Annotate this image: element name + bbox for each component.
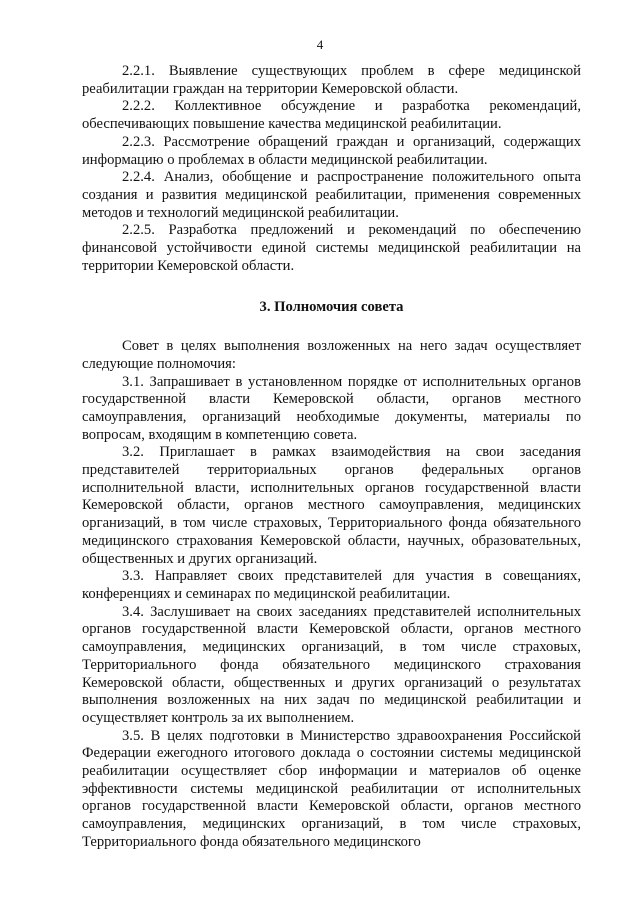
paragraph-3-2: 3.2. Приглашает в рамках взаимодействия на свои заседания представителей территориальных органов федеральных органов исполнительной власти, исполнительных органов государственной власти Кемеровской области, органов местного самоуправления, медицинских организаций, в том числе страховых, Территориального фонда обязательного медицинского страхования Кемеровской области, научных, образовательных, общественных и других организаций. <box>82 444 581 567</box>
paragraph-2-2-4: 2.2.4. Анализ, обобщение и распространение положительного опыта создания и развития медицинской реабилитации, применения современных методов и технологий медицинской реабилитации. <box>82 169 581 221</box>
page-number: 4 <box>316 37 324 52</box>
paragraph-2-2-5: 2.2.5. Разработка предложений и рекомендаций по обеспечению финансовой устойчивости единой системы медицинской реабилитации на территории Кемеровской области. <box>82 222 581 274</box>
paragraph-3-4: 3.4. Заслушивает на своих заседаниях представителей исполнительных органов государственной власти Кемеровской области, органов местного самоуправления, медицинских организаций, в том числе страховых, Территориального фонда обязательного медицинского страхования Кемеровской области, общественных и других организаций о результатах выполнения возложенных на них задач по медицинской реабилитации и осуществляет контроль за их выполнением. <box>82 603 581 726</box>
paragraph-3-5: 3.5. В целях подготовки в Министерство здравоохранения Российской Федерации ежегодного итогового доклада о состоянии системы медицинской реабилитации осуществляет сбор информации и материалов об оценке эффективности системы медицинской реабилитации от исполнительных органов государственной власти Кемеровской области, органов местного самоуправления, медицинских организаций, в том числе страховых, Территориального фонда обязательного медицинского <box>82 727 581 850</box>
section-title: 3. Полномочия совета <box>259 299 404 316</box>
paragraph-3-1: 3.1. Запрашивает в установленном порядке от исполнительных органов государственной власти Кемеровской области, органов местного самоуправления, организаций необходимые документы, материалы по вопросам, входящим в компетенцию совета. <box>82 373 581 443</box>
paragraph-2-2-3: 2.2.3. Рассмотрение обращений граждан и организаций, содержащих информацию о проблемах в области медицинской реабилитации. <box>82 133 581 168</box>
paragraph-2-2-2: 2.2.2. Коллективное обсуждение и разработка рекомендаций, обеспечивающих повышение качества медицинской реабилитации. <box>82 98 581 133</box>
document-body <box>82 63 581 852</box>
paragraph-3-3: 3.3. Направляет своих представителей для участия в совещаниях, конференциях и семинарах по медицинской реабилитации. <box>82 568 581 602</box>
paragraph-intro: Совет в целях выполнения возложенных на него задач осуществляет следующие полномочия: <box>82 338 581 372</box>
paragraph-2-2-1: 2.2.1. Выявление существующих проблем в сфере медицинской реабилитации граждан на территории Кемеровской области. <box>82 63 581 97</box>
